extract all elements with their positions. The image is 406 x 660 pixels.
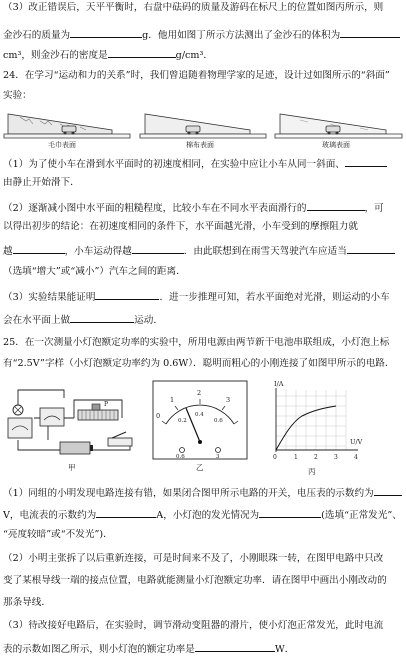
fig-label-yi: 乙 [196,463,204,472]
surface-label-cotton: 棉布表面 [186,141,214,149]
q23-3-line3: cm³，则金沙石的密度是 g/cm³． [3,50,213,61]
dial-tick-2: 2 [197,389,202,397]
q24-p1-line1: （1）为了使小车在滑到水平面时的初速度相同，在实验中应让小车从同一斜面、 [3,157,403,171]
q23-3-line2: 金沙石的质量为 g．他用如图丁所示方法测出了金沙石的体积为 [3,28,403,42]
dial-tick-02: 0.2 [178,418,187,424]
battery-icon [60,442,93,454]
q25-p3-line2: 表的示数如图乙所示，则小灯泡的额定功率是 W． [3,644,295,655]
q25-p1-line2: V，电流表的示数约为 A，小灯泡的发光情况为 (选填“正常发光”、 [3,510,402,521]
q24-p3-line2: 会在水平面上做 运动． [3,315,163,326]
svg-text:2: 2 [314,454,318,461]
dial-tick-3: 3 [226,396,231,404]
q24-intro-2: 实验： [3,90,32,101]
lamp-icon [13,405,23,415]
q25-p2-line1: （2）小明主张拆了以后重新连接，可是时间来不及了，小刚眼珠一转，在图甲电路中只改 [3,553,384,564]
incline-glass [275,114,402,138]
dial-tick-1: 1 [170,396,175,404]
svg-text:3: 3 [334,454,338,461]
q25-p3-line1: （3）待改接好电路后，在实验时，调节滑动变阻器的滑片，使小灯泡正常发光，此时电流 [3,620,384,631]
switch-icon [108,432,132,446]
ammeter-dial [152,380,248,460]
q25-p1-line3: “亮度较暗”或“不发光”)． [3,529,113,540]
q25-p1-line1: （1）同组的小明发现电路连接有错，如果闭合图甲所示电路的开关，电压表的示数约为 [3,486,403,500]
svg-text:1: 1 [294,454,298,461]
q23-3-line1: （3）改正错误后，天平平衡时，右盘中砝码的质量及游码在标尺上的位置如图丙所示，则 [3,2,384,13]
incline-cotton [140,114,266,138]
q25-intro-1: 25．在一次测量小灯泡额定功率的实验中，所用电源由两节新干电池串联组成，小灯泡上标 [3,337,390,348]
graph-ylabel: I/A [274,380,284,388]
q24-p2-line3: 越 ，小车运动得越 ．由此联想到在雨雪天驾驶汽车应适当 [3,244,403,258]
rheostat-icon [78,401,118,420]
q24-p3-line1: （3）实验结果能证明 ．进一步推理可知，若水平面绝对光滑，则运动的小车 [3,292,390,303]
q24-p2-line2: 以得出初步的结论：在初速度相同的条件下，水平面越光滑，小车受到的摩擦阻力就 [3,221,358,232]
q24-p2-line1: （2）逐渐减小图中水平面的粗糙程度，比较小车在不同水平表面滑行的 ，可 [3,203,384,214]
fig-label-bing: 丙 [308,467,316,476]
surface-label-towel: 毛巾表面 [48,141,76,149]
svg-text:0: 0 [273,454,277,461]
q24-p1-line2: 由静止开始滑下． [3,177,80,188]
circuit-diagram [4,378,144,460]
q24-p2-line4: （选填“增大”或“减小”）汽车之间的距离． [3,266,186,277]
q25-p2-line3: 那条导线． [3,597,51,608]
incline-towel [4,114,130,138]
dial-tick-04: 0.4 [195,412,204,418]
q25-intro-2: 有“2.5V”字样（小灯泡额定功率约为 0.6W）．聪明而粗心的小刚连接了如图甲所示的电路． [3,358,395,369]
dial-tick-06: 0.6 [214,418,223,424]
svg-text:3: 3 [216,454,220,460]
ammeter-icon [40,408,64,426]
surface-label-glass: 玻璃表面 [322,141,350,149]
svg-text:P: P [104,401,109,408]
graph-xlabel: U/V [350,438,363,446]
dial-tick-0: 0 [156,412,161,420]
svg-text:0.6: 0.6 [176,454,185,460]
iu-graph [262,378,372,462]
svg-text:4: 4 [354,454,358,461]
fig-label-jia: 甲 [68,463,76,472]
q24-intro: 24．在学习“运动和力的关系”时，我们曾追随着物理学家的足迹，设计过如图所示的“斜面” [3,70,390,81]
voltmeter-icon [8,418,32,438]
q25-p2-line2: 变了某根导线一端的接点位置，电路就能测量小灯泡额定功率．请在图甲中画出小刚改动的 [3,575,387,586]
